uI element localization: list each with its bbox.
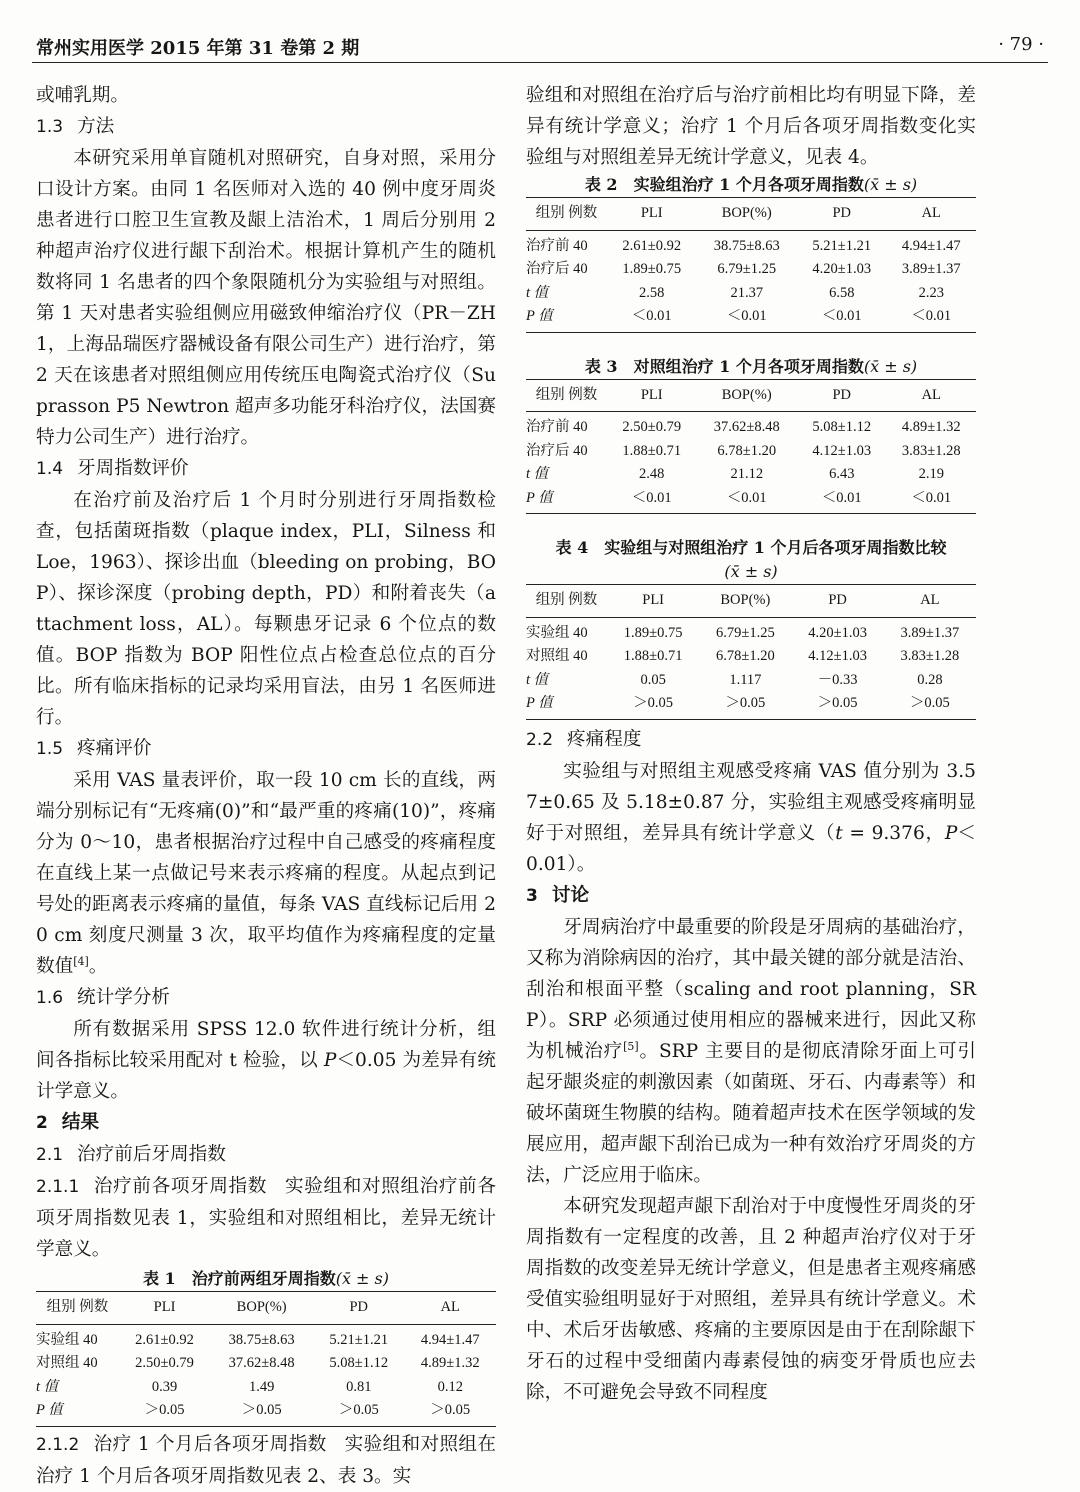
column-header: 组别 例数 [526, 198, 607, 231]
column-header: AL [887, 379, 977, 412]
table-cell: 3.89±1.37 [901, 261, 961, 277]
table-cell: ＜0.01 [887, 487, 977, 514]
table-row [526, 692, 976, 719]
table-cell: 6.58 [829, 284, 855, 301]
paragraph-periodontal-index: 在治疗前及治疗后 1 个月时分别进行牙周指数检查，包括菌斑指数（plaque index，PLI，Silness 和 Loe，1963）、探诊出血（bleeding on probing，BOP）、探诊深度（probing depth，PD）和附着丧失（attachment loss，AL）。每颗患牙记录 6 个位点的数值。BOP 指数为 BOP 阳性位点占检查总位点的百分比。所有临床指标的记录均采用盲法，由另 1 名医师进行。 [36, 490, 496, 728]
table-row [36, 1352, 496, 1376]
column-header: PLI [607, 585, 699, 618]
table-cell: 1.88±0.71 [622, 442, 682, 459]
table-row [526, 669, 976, 693]
column-header: PD [797, 198, 886, 231]
table-4 [526, 536, 976, 720]
table-caption: 表 1 治疗前两组牙周指数(x̄ ± s) [142, 1269, 389, 1288]
column-header: BOP(%) [210, 1292, 313, 1325]
table-cell: ＜0.01 [797, 487, 886, 514]
table-row [36, 1376, 496, 1400]
row-label: 治疗后 40 [526, 261, 588, 277]
table-3 [526, 355, 976, 515]
table-cell: ＞0.05 [792, 692, 884, 719]
table-row [526, 645, 976, 669]
column-header: PLI [119, 1292, 210, 1325]
row-label: 实验组 40 [526, 624, 588, 641]
column-header: PLI [607, 198, 696, 231]
column-header: BOP(%) [696, 379, 797, 412]
table-row [526, 487, 976, 514]
journal-title: 常州实用医学 2015 年第 31 卷第 2 期 [36, 38, 360, 59]
table-cell: 5.21±1.21 [812, 237, 872, 254]
section-heading-1-5: 1.5 疼痛评价 [36, 738, 152, 759]
row-label: 治疗前 40 [526, 237, 588, 254]
table-cell: 1.88±0.71 [623, 648, 683, 664]
row-label: t 值 [526, 284, 549, 301]
table-cell: ＜0.01 [887, 305, 977, 332]
table-cell: 1.117 [729, 671, 762, 688]
table-cell: ＞0.05 [699, 692, 791, 719]
row-label: t 值 [526, 466, 549, 482]
row-label: P 值 [526, 305, 607, 332]
table-cell: 6.79±1.25 [716, 624, 775, 641]
row-label: 治疗前 40 [526, 419, 588, 435]
table-cell: 2.19 [918, 466, 944, 482]
left-column [36, 80, 496, 1492]
table-cell: 2.61±0.92 [622, 237, 682, 254]
table-cell: 5.21±1.21 [329, 1331, 389, 1348]
table-cell: 38.75±8.63 [228, 1331, 295, 1348]
paragraph-pain-degree: 实验组与对照组主观感受疼痛 VAS 值分别为 3.57±0.65 及 5.18±0.87 分，实验组主观感受疼痛明显好于对照组，差异具有统计学意义（t = 9.376，P＜0.01）。 [526, 760, 976, 875]
table-row [526, 412, 976, 440]
citation: [5] [623, 1039, 639, 1053]
table-cell: 4.12±1.03 [812, 442, 872, 459]
table-row [526, 440, 976, 464]
page-number: · 79 · [998, 34, 1044, 55]
column-header: 组别 例数 [526, 585, 607, 618]
table-caption: 表 3 对照组治疗 1 个月各项牙周指数(x̄ ± s) [584, 356, 918, 376]
column-header: 组别 例数 [36, 1292, 119, 1325]
table-cell: 1.49 [248, 1378, 275, 1395]
table-header-row [526, 379, 976, 412]
data-table [526, 379, 976, 515]
column-header: AL [884, 585, 976, 618]
table-cell: 3.83±1.28 [901, 442, 961, 459]
table-cell: 6.78±1.20 [717, 442, 777, 459]
table-cell: 0.28 [917, 671, 943, 688]
paragraph-discussion-1: 牙周病治疗中最重要的阶段是牙周病的基础治疗，又称为消除病因的治疗，其中最关键的部分就是洁治、刮治和根面平整（scaling and root planning，SRP）。SRP 必须通过使用相应的器械来进行，因此又称为机械治疗[5]。SRP 主要目的是彻底清除牙面上可引起牙龈炎症的刺激因素（如菌斑、牙石、内毒素等）和破坏菌斑生物膜的结构。随着超声技术在医学领域的发展应用，超声龈下刮治已成为一种有效治疗牙周炎的方法，广泛应用于临床。 [526, 916, 976, 1186]
table-cell: 3.83±1.28 [900, 648, 960, 664]
data-table [526, 584, 976, 720]
table-cell: 6.78±1.20 [716, 648, 775, 664]
row-label: t 值 [36, 1378, 59, 1395]
section-heading-2: 2 结果 [36, 1112, 100, 1133]
section-heading-1-3: 1.3 方法 [36, 116, 115, 137]
table-cell: 6.79±1.25 [717, 261, 777, 277]
column-header: PD [797, 379, 886, 412]
table-cell: ＞0.05 [119, 1399, 210, 1426]
row-label: 治疗后 40 [526, 442, 588, 459]
section-heading-2-2: 2.2 疼痛程度 [526, 728, 642, 750]
table-cell: 38.75±8.63 [713, 237, 780, 254]
table-cell: ＞0.05 [210, 1399, 313, 1426]
table-header-row [526, 198, 976, 231]
table-cell: 4.94±1.47 [420, 1331, 480, 1348]
table-row [526, 617, 976, 645]
section-heading-1-6: 1.6 统计学分析 [36, 987, 171, 1008]
column-header: PD [313, 1292, 404, 1325]
running-header [36, 34, 1044, 60]
paragraph-pain-evaluation: 采用 VAS 量表评价，取一段 10 cm 长的直线，两端分别标记有“无疼痛(0)”和“最严重的疼痛(10)”，疼痛分为 0～10，患者根据治疗过程中自己感受的疼痛程度在直线上某一点做记号来表示疼痛的程度。从起点到记号处的距离表示疼痛的量值，每条 VAS 直线标记后用 20 cm 刻度尺测量 3 次，取平均值作为疼痛程度的定量数值[4]。 [36, 770, 496, 977]
row-label: t 值 [526, 671, 549, 688]
paragraph-statistics: 所有数据采用 SPSS 12.0 软件进行统计分析，组间各指标比较采用配对 t 检验，以 P＜0.05 为差异有统计学意义。 [36, 1019, 496, 1102]
table-header-row [526, 585, 976, 618]
table-cell: 4.12±1.03 [808, 648, 867, 664]
paragraph-discussion-2: 本研究发现超声龈下刮治对于中度慢性牙周炎的牙周指数有一定程度的改善，且 2 种超声治疗仪对于牙周指数的改变差异无统计学意义，但是患者主观疼痛感受值实验组明显好于对照组，差异具有统计学意义。术中、术后牙齿敏感、疼痛的主要原因是由于在刮除龈下牙石的过程中受细菌内毒素侵蚀的病变牙骨质也应去除，不可避免会导致不同程度 [526, 1195, 976, 1403]
data-table [36, 1291, 496, 1427]
table-cell: 0.81 [346, 1378, 372, 1395]
table-cell: ＜0.01 [607, 487, 696, 514]
header-rule [32, 62, 1048, 63]
table-cell: ＜0.01 [696, 487, 797, 514]
row-label: P 值 [526, 487, 607, 514]
column-header: PD [792, 585, 884, 618]
table-cell: 2.61±0.92 [135, 1331, 194, 1348]
table-cell: 37.62±8.48 [713, 419, 780, 435]
table-cell: 1.89±0.75 [622, 261, 682, 277]
table-caption: 表 4 实验组与对照组治疗 1 个月后各项牙周指数比较 (x̄ ± s) [555, 538, 947, 581]
table-row [36, 1324, 496, 1352]
table-cell: 4.20±1.03 [812, 261, 872, 277]
row-label: 对照组 40 [526, 648, 588, 664]
table-cell: 6.43 [829, 466, 855, 482]
table-cell: ＞0.05 [313, 1399, 404, 1426]
table-cell: 5.08±1.12 [329, 1355, 389, 1371]
table-cell: 2.50±0.79 [622, 419, 682, 435]
table-cell: 4.20±1.03 [808, 624, 867, 641]
column-header: 组别 例数 [526, 379, 607, 412]
table-row [526, 230, 976, 258]
row-label: 对照组 40 [36, 1355, 98, 1371]
table-cell: ＜0.01 [797, 305, 886, 332]
table-caption: 表 2 实验组治疗 1 个月各项牙周指数(x̄ ± s) [584, 175, 918, 194]
table-cell: 2.23 [918, 284, 944, 301]
table-cell: 0.39 [151, 1378, 178, 1395]
table-row [526, 282, 976, 306]
column-header: PLI [607, 379, 696, 412]
table-cell: ＜0.01 [696, 305, 797, 332]
table-cell: 21.12 [730, 466, 764, 482]
paragraph-2-1-2: 2.1.2 治疗 1 个月后各项牙周指数 实验组和对照组在治疗 1 个月后各项牙周指数见表 2、表 3。实 [36, 1433, 496, 1487]
section-heading-1-4: 1.4 牙周指数评价 [36, 458, 189, 479]
row-label: P 值 [526, 692, 607, 719]
paragraph: 或哺乳期。 [36, 85, 129, 106]
table-cell: 2.48 [639, 466, 665, 482]
table-cell: ＞0.05 [884, 692, 976, 719]
column-header: BOP(%) [696, 198, 797, 231]
row-label: P 值 [36, 1399, 119, 1426]
section-heading-2-1: 2.1 治疗前后牙周指数 [36, 1144, 226, 1165]
table-2 [526, 173, 976, 333]
citation: [4] [73, 954, 89, 968]
table-row [526, 305, 976, 332]
table-cell: 37.62±8.48 [228, 1355, 295, 1371]
row-label: 实验组 40 [36, 1331, 98, 1348]
column-header: AL [405, 1292, 497, 1325]
table-cell: 21.37 [730, 284, 764, 301]
table-cell: ＜0.01 [607, 305, 696, 332]
table-cell: 3.89±1.37 [900, 624, 960, 641]
column-header: AL [887, 198, 977, 231]
paragraph-continued: 验组和对照组在治疗后与治疗前相比均有明显下降，差异有统计学意义；治疗 1 个月后各项牙周指数变化实验组与对照组差异无统计学意义，见表 4。 [526, 85, 976, 168]
table-cell: 4.89±1.32 [901, 419, 961, 435]
section-heading-3: 3 讨论 [526, 884, 590, 906]
table-cell: －0.33 [817, 671, 858, 688]
table-cell: 4.89±1.32 [420, 1355, 480, 1371]
table-cell: ＞0.05 [607, 692, 699, 719]
table-cell: 5.08±1.12 [812, 419, 872, 435]
table-header-row [36, 1292, 496, 1325]
table-cell: 2.58 [639, 284, 665, 301]
paragraph-2-1-1: 2.1.1 治疗前各项牙周指数 实验组和对照组治疗前各项牙周指数见表 1，实验组和对照组相比，差异无统计学意义。 [36, 1176, 496, 1260]
table-row [36, 1399, 496, 1426]
table-cell: 1.89±0.75 [623, 624, 683, 641]
table-row [526, 258, 976, 282]
table-cell: 0.12 [437, 1378, 463, 1395]
table-cell: 0.05 [640, 671, 666, 688]
table-row [526, 463, 976, 487]
table-cell: 4.94±1.47 [901, 237, 961, 254]
table-cell: ＞0.05 [405, 1399, 497, 1426]
column-header: BOP(%) [699, 585, 791, 618]
paragraph-methods: 本研究采用单盲随机对照研究，自身对照，采用分口设计方案。由同 1 名医师对入选的 40 例中度牙周炎患者进行口腔卫生宣教及龈上洁治术，1 周后分别用 2 种超声治疗仪进行龈下刮治术。根据计算机产生的随机数将同 1 名患者的四个象限随机分为实验组与对照组。第 1 天对患者实验组侧应用磁致伸缩治疗仪（PR－ZH1，上海品瑞医疗器械设备有限公司生产）进行治疗，第 2 天在该患者对照组侧应用传统压电陶瓷式治疗仪（Suprasson P5 Newtron 超声多功能牙科治疗仪，法国赛特力公司生产）进行治疗。 [36, 148, 496, 448]
table-cell: 2.50±0.79 [135, 1355, 194, 1371]
table-1 [36, 1267, 496, 1427]
data-table [526, 197, 976, 333]
right-column [526, 80, 976, 1408]
